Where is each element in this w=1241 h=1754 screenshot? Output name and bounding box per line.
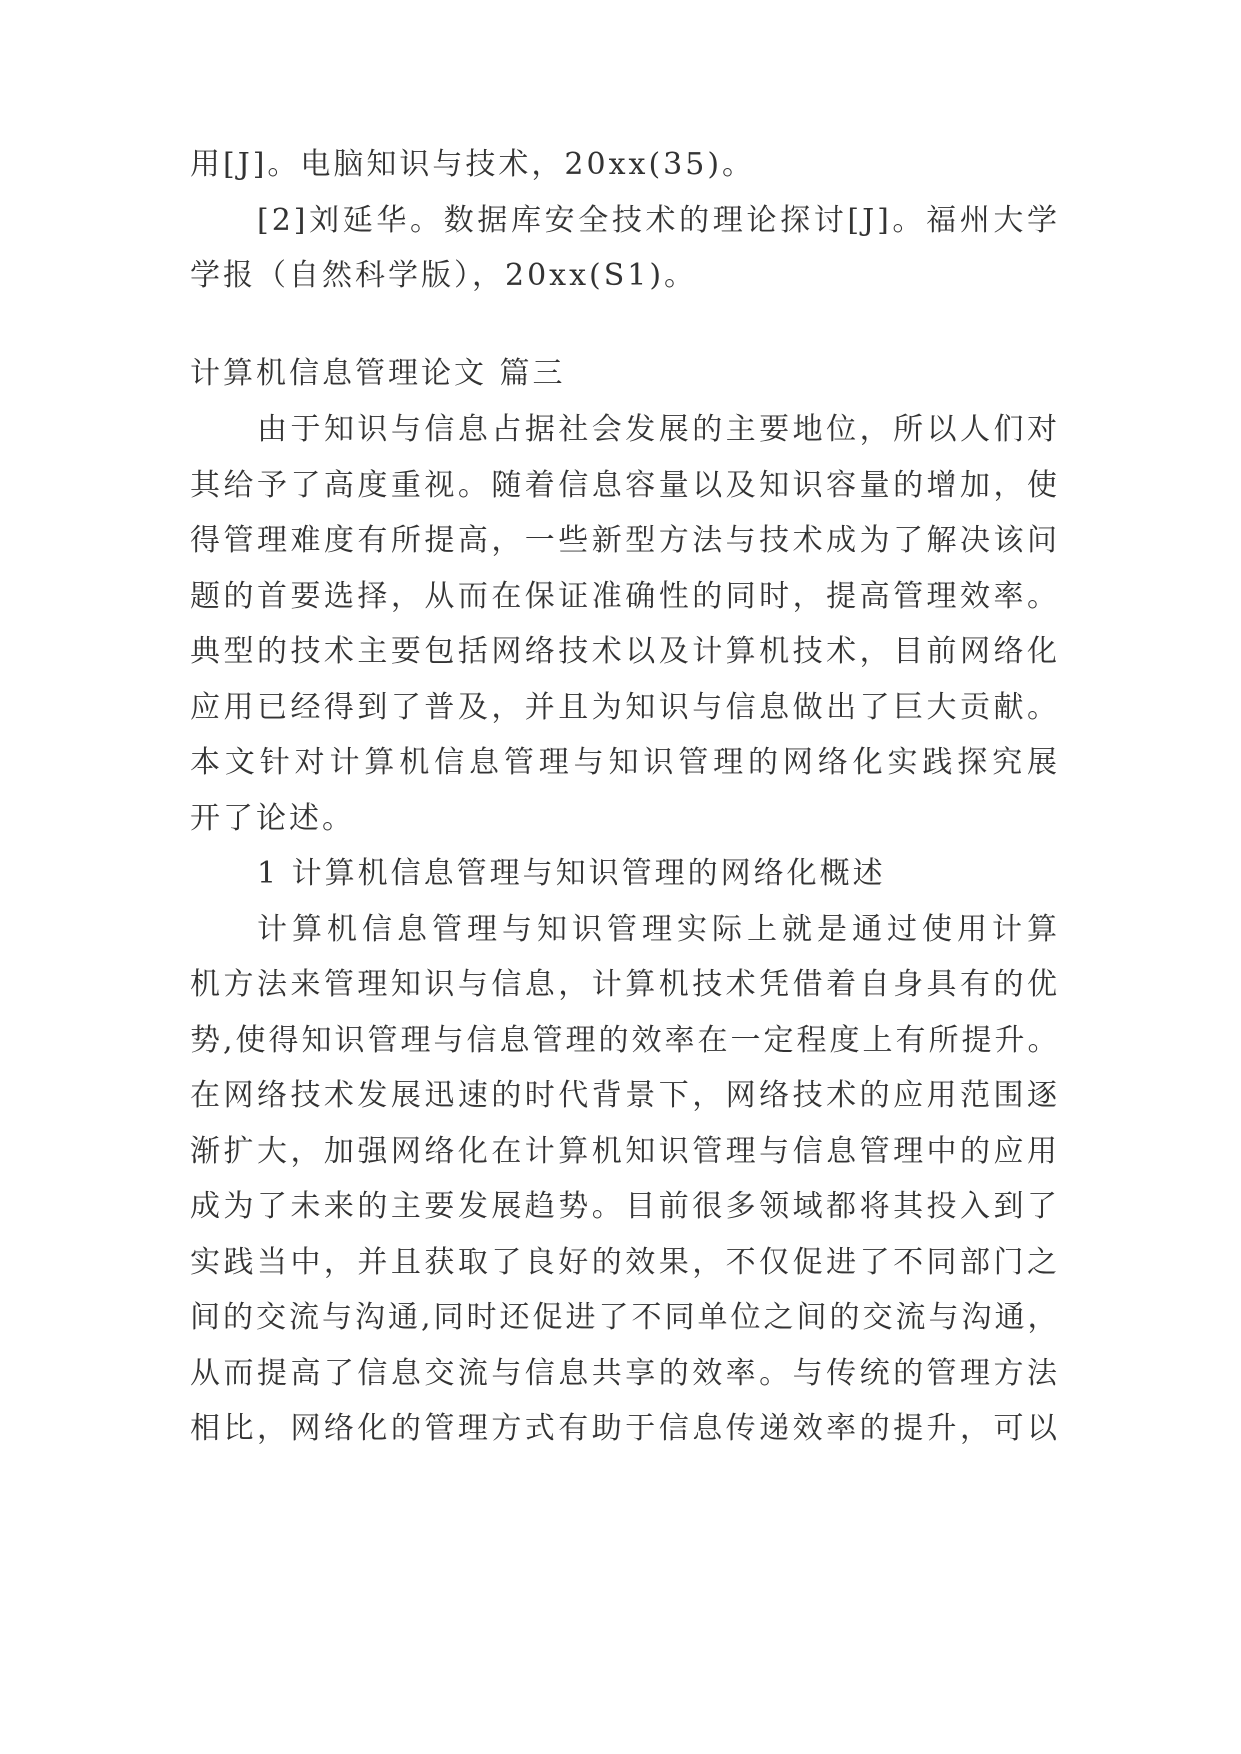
reference-2-line-1: [2]刘延华。数据库安全技术的理论探讨[J]。福州大学 [257, 203, 1060, 238]
section-title: 计算机信息管理论文 篇三 [190, 356, 566, 391]
paragraph-line: 其给予了高度重视。随着信息容量以及知识容量的增加，使 [190, 468, 1060, 503]
paragraph-line: 从而提高了信息交流与信息共享的效率。与传统的管理方法 [190, 1356, 1060, 1391]
paragraph-line: 机方法来管理知识与信息，计算机技术凭借着自身具有的优 [190, 967, 1060, 1002]
paragraph-line: 本文针对计算机信息管理与知识管理的网络化实践探究展 [190, 745, 1060, 780]
reference-1-tail: 用[J]。电脑知识与技术，20xx(35)。 [190, 147, 756, 182]
paragraph-line: 渐扩大，加强网络化在计算机知识管理与信息管理中的应用 [190, 1134, 1060, 1169]
paragraph-line: 题的首要选择，从而在保证准确性的同时，提高管理效率。 [190, 579, 1060, 614]
paragraph-line: 开了论述。 [190, 801, 355, 836]
paragraph-line: 实践当中，并且获取了良好的效果，不仅促进了不同部门之 [190, 1245, 1060, 1280]
paragraph-line: 在网络技术发展迅速的时代背景下，网络技术的应用范围逐 [190, 1078, 1060, 1113]
paragraph-line: 得管理难度有所提高，一些新型方法与技术成为了解决该问 [190, 523, 1060, 558]
paragraph-line: 相比，网络化的管理方式有助于信息传递效率的提升，可以 [190, 1411, 1060, 1446]
reference-2-line-2: 学报（自然科学版），20xx(S1)。 [190, 258, 698, 293]
section-heading: 1 计算机信息管理与知识管理的网络化概述 [257, 856, 886, 891]
paragraph-line: 间的交流与沟通,同时还促进了不同单位之间的交流与沟通， [190, 1300, 1061, 1335]
paragraph-line: 成为了未来的主要发展趋势。目前很多领域都将其投入到了 [190, 1189, 1060, 1224]
paragraph-line: 典型的技术主要包括网络技术以及计算机技术，目前网络化 [190, 634, 1060, 669]
paragraph-line: 由于知识与信息占据社会发展的主要地位，所以人们对 [257, 412, 1060, 447]
paragraph-line: 计算机信息管理与知识管理实际上就是通过使用计算 [257, 912, 1060, 947]
paragraph-line: 势,使得知识管理与信息管理的效率在一定程度上有所提升。 [190, 1023, 1061, 1058]
paragraph-line: 应用已经得到了普及，并且为知识与信息做出了巨大贡献。 [190, 690, 1060, 725]
